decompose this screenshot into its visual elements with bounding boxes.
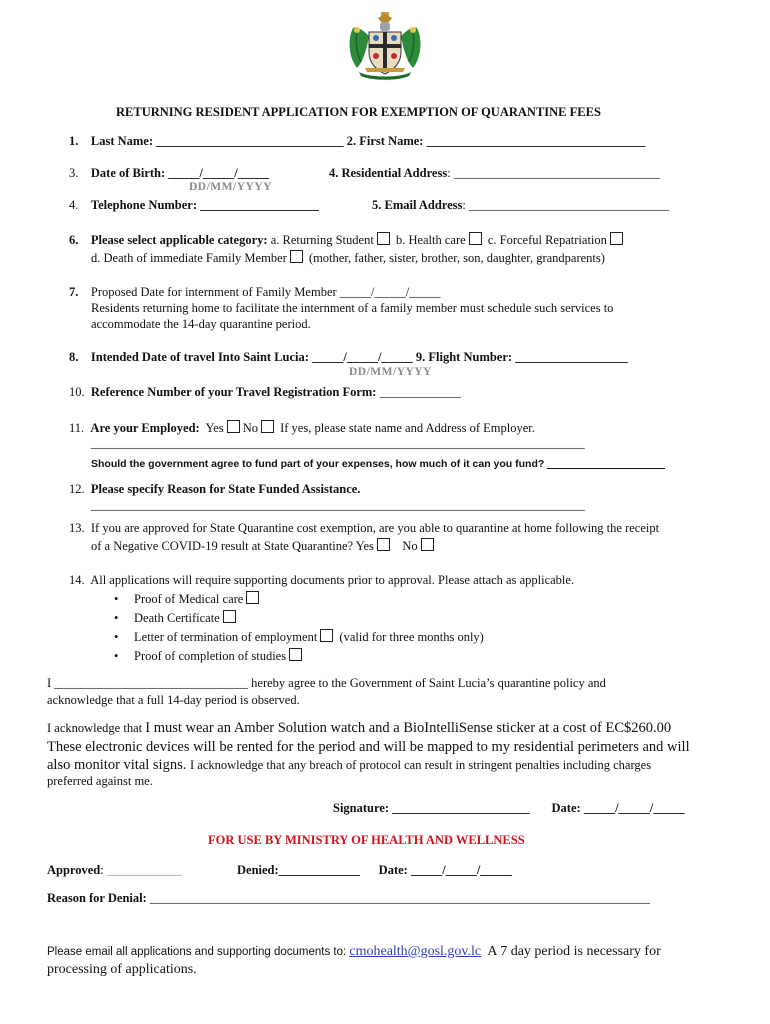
category-health-care-label: b. Health care	[395, 233, 466, 247]
doc-item-medical	[114, 591, 262, 607]
doc-termination-label: Letter of termination of employment	[134, 630, 318, 644]
ack-vital-signs: also monitor vital signs.	[47, 757, 190, 773]
q10-number: 10.	[69, 385, 85, 399]
telephone-field[interactable]: ___________________	[200, 198, 319, 212]
q4b-number: 4.	[69, 198, 79, 212]
last-name-row	[69, 134, 645, 149]
category-death-row	[91, 250, 605, 266]
category-row	[69, 232, 626, 248]
state-assistance-field[interactable]: _______________________________________________________________________________	[91, 498, 585, 512]
doc-studies-checkbox[interactable]	[289, 648, 302, 661]
denial-reason-row	[47, 891, 650, 906]
flight-number-label: 9. Flight Number:	[415, 350, 516, 364]
denial-reason-field[interactable]: ________________________________________________________________________________	[149, 891, 650, 905]
signature-date-label: Date:	[551, 801, 584, 815]
home-quarantine-row-2	[91, 538, 437, 554]
category-returning-student-checkbox[interactable]	[377, 232, 390, 245]
dob-label: Date of Birth:	[90, 166, 169, 180]
q1-number: 1.	[69, 134, 79, 148]
last-name-field[interactable]: ______________________________	[156, 134, 344, 148]
doc-death-checkbox[interactable]	[223, 610, 236, 623]
doc-studies-label: Proof of completion of studies	[134, 649, 287, 663]
acknowledgement-line-1	[47, 720, 671, 737]
bullet: •	[114, 611, 119, 625]
doc-medical-label: Proof of Medical care	[134, 592, 244, 606]
category-death-note: (mother, father, sister, brother, son, daughter, grandparents)	[308, 251, 605, 265]
signature-label: Signature:	[333, 801, 393, 815]
travel-date-field[interactable]: _____/_____/_____	[312, 350, 413, 364]
employment-label: Are your Employed:	[90, 421, 200, 435]
q14-number: 14.	[69, 573, 85, 587]
travel-registration-row	[69, 385, 461, 400]
footer-line-1	[47, 944, 661, 960]
state-assistance-label: Please specify Reason for State Funded Assistance.	[90, 482, 361, 496]
email-address-colon: :	[462, 198, 470, 212]
email-address-field[interactable]: ________________________________	[469, 198, 670, 212]
footer-instructions: Please email all applications and supporting documents to:	[47, 946, 350, 958]
dob-field[interactable]: _____/_____/_____	[168, 166, 269, 180]
internment-date-label: Proposed Date for internment of Family Member	[90, 285, 340, 299]
travel-registration-label: Reference Number of your Travel Registration Form:	[90, 385, 380, 399]
ack-device-cost: I must wear an Amber Solution watch and a BioIntelliSense sticker at a cost of EC$260.00	[145, 720, 672, 736]
agreement-text: hereby agree to the Government of Saint Lucia’s quarantine policy and	[248, 676, 606, 690]
ministry-heading: FOR USE BY MINISTRY OF HEALTH AND WELLNESS	[208, 833, 525, 847]
category-forceful-repatriation-checkbox[interactable]	[610, 232, 623, 245]
q8-number: 8.	[69, 350, 79, 364]
travel-date-row	[69, 350, 628, 365]
dob-format-hint: DD/MM/YYYY	[189, 181, 272, 193]
q12-number: 12.	[69, 482, 85, 496]
ack-breach: I acknowledge that any breach of protocol can result in stringent penalties including charges	[189, 758, 652, 772]
home-quarantine-no-label: No	[402, 539, 418, 553]
doc-item-studies	[114, 648, 305, 664]
acknowledgement-line-3	[47, 757, 651, 774]
home-quarantine-question-1: If you are approved for State Quarantine cost exemption, are you able to quarantine at home following the receipt	[90, 521, 660, 535]
agreement-line-2: acknowledge that a full 14-day period is observed.	[47, 693, 300, 707]
ministry-date-label: Date:	[378, 863, 411, 877]
agreement-prefix: I	[47, 676, 55, 690]
travel-registration-field[interactable]: _____________	[379, 385, 461, 399]
agreement-line-1	[47, 676, 606, 691]
signature-field[interactable]: ______________________	[392, 801, 530, 815]
approved-colon: :	[100, 863, 107, 877]
employment-no-label: No	[242, 421, 258, 435]
home-quarantine-yes-label: Yes	[355, 539, 374, 553]
q3-number: 3.	[69, 166, 79, 180]
employment-no-checkbox[interactable]	[261, 420, 274, 433]
residential-address-field[interactable]: _________________________________	[453, 166, 661, 180]
q7-number: 7.	[69, 285, 79, 299]
telephone-label: Telephone Number:	[90, 198, 201, 212]
agreement-name-field[interactable]: _______________________________	[54, 676, 249, 690]
email-address-label: 5. Email Address	[372, 198, 463, 212]
supporting-docs-intro: All applications will require supporting documents prior to approval. Please attach as applicable.	[90, 573, 575, 587]
employment-yes-label: Yes	[205, 421, 224, 435]
residential-address-label: 4. Residential Address	[329, 166, 448, 180]
ack-prefix: I acknowledge that	[47, 721, 146, 735]
flight-number-field[interactable]: __________________	[515, 350, 628, 364]
denied-label: Denied:	[237, 863, 279, 877]
fund-contribution-label: Should the government agree to fund part of your expenses, how much of it can you fund?	[91, 458, 545, 470]
travel-date-label: Intended Date of travel Into Saint Lucia:	[90, 350, 313, 364]
denied-row	[237, 863, 512, 878]
q11-number: 11.	[69, 421, 85, 435]
internment-note-2: accommodate the 14-day quarantine period.	[91, 317, 311, 331]
first-name-field[interactable]: ___________________________________	[426, 134, 646, 148]
category-returning-student-label: a. Returning Student	[270, 233, 374, 247]
approved-field[interactable]: ____________	[106, 863, 182, 877]
q6-number: 6.	[69, 233, 79, 247]
doc-item-death	[114, 610, 239, 626]
internment-note-1: Residents returning home to facilitate the internment of a family member must schedule such services to	[91, 301, 614, 315]
email-address-row	[372, 198, 669, 213]
employer-details-field[interactable]: _______________________________________________________________________________	[91, 436, 585, 450]
acknowledgement-line-4: preferred against me.	[47, 774, 153, 788]
fund-contribution-row	[91, 458, 665, 470]
first-name-label: 2. First Name:	[346, 134, 427, 148]
telephone-row	[69, 198, 319, 213]
denial-reason-label: Reason for Denial:	[47, 891, 150, 905]
home-quarantine-no-checkbox[interactable]	[421, 538, 434, 551]
doc-termination-note: (valid for three months only)	[339, 630, 484, 644]
ministry-date-field[interactable]: _____/_____/_____	[410, 863, 512, 877]
footer-period-note: A 7 day period is necessary for	[481, 944, 661, 959]
home-quarantine-row	[69, 521, 659, 536]
signature-row	[333, 801, 685, 816]
home-quarantine-yes-checkbox[interactable]	[377, 538, 390, 551]
employment-note: If yes, please state name and Address of Employer.	[280, 421, 535, 435]
category-forceful-repatriation-label: c. Forceful Repatriation	[487, 233, 607, 247]
state-assistance-row	[69, 482, 360, 497]
q13-number: 13.	[69, 521, 85, 535]
supporting-docs-row	[69, 573, 574, 588]
bullet: •	[114, 592, 119, 606]
footer-email-link[interactable]: cmohealth@gosl.gov.lc	[349, 944, 482, 959]
internment-row	[69, 285, 440, 300]
approved-row	[47, 863, 182, 878]
employment-row	[69, 420, 535, 436]
residential-address-colon: :	[447, 166, 454, 180]
approved-label: Approved	[47, 863, 101, 877]
doc-item-termination	[114, 629, 484, 645]
footer-line-2: processing of applications.	[47, 962, 197, 977]
doc-termination-checkbox[interactable]	[320, 629, 333, 642]
doc-death-label: Death Certificate	[134, 611, 220, 625]
doc-medical-checkbox[interactable]	[246, 591, 259, 604]
signature-date-field[interactable]: _____/_____/_____	[583, 801, 685, 815]
bullet: •	[114, 649, 119, 663]
employment-yes-checkbox[interactable]	[227, 420, 240, 433]
category-label: Please select applicable category:	[90, 233, 268, 247]
travel-date-format-hint: DD/MM/YYYY	[349, 366, 432, 378]
bullet: •	[114, 630, 119, 644]
home-quarantine-question-2: of a Negative COVID-19 result at State Quarantine?	[91, 539, 354, 553]
category-death-checkbox[interactable]	[290, 250, 303, 263]
category-death-label: d. Death of immediate Family Member	[91, 251, 287, 265]
last-name-label: Last Name:	[90, 134, 157, 148]
internment-date-field[interactable]: _____/_____/_____	[339, 285, 441, 299]
fund-contribution-field[interactable]	[547, 468, 665, 469]
residential-address-row	[329, 166, 660, 181]
dob-row	[69, 166, 269, 181]
form-title: RETURNING RESIDENT APPLICATION FOR EXEMPTION OF QUARANTINE FEES	[116, 105, 601, 119]
denied-field[interactable]: _____________	[278, 863, 360, 877]
acknowledgement-line-2: These electronic devices will be rented for the period and will be mapped to my residential perimeters and will	[47, 739, 690, 755]
saint-lucia-coat-of-arms-icon	[345, 10, 425, 82]
category-health-care-checkbox[interactable]	[469, 232, 482, 245]
